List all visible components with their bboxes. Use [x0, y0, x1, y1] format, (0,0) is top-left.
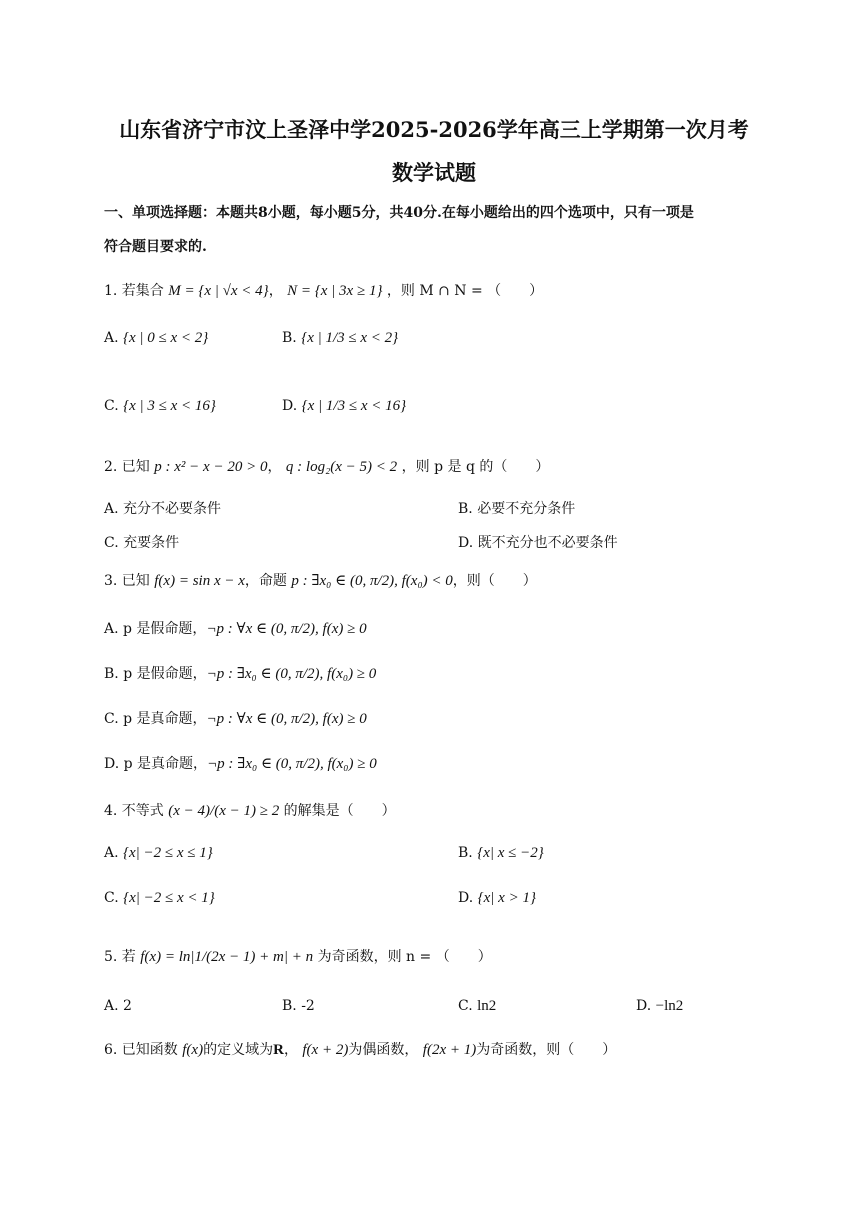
option-text: {x | 1/3 ≤ x < 2}: [301, 330, 399, 346]
option-label: D.: [282, 398, 298, 414]
option-label: A.: [104, 330, 119, 346]
option-label: A.: [104, 501, 119, 517]
option-expression: ¬p : ∃x₀ ∈ (0, π/2), f(x₀) ≥ 0: [206, 666, 377, 682]
option-label: D.: [458, 535, 474, 551]
option-text: 2: [123, 998, 132, 1014]
q5-option-d[interactable]: [636, 998, 683, 1015]
option-text: {x| −2 ≤ x < 1}: [123, 890, 215, 906]
option-prefix: p 是真命题，: [123, 756, 208, 772]
inequality-expression: (x − 4)/(x − 1) ≥ 2: [168, 803, 280, 819]
question-tail: 为奇函数，则 n = （ ）: [317, 949, 492, 965]
p-expression: p : x² − x − 20 > 0: [154, 459, 268, 475]
paper-title: 山东省济宁市汶上圣泽中学2025-2026学年高三上学期第一次月考: [119, 117, 749, 142]
q3-option-a[interactable]: [104, 618, 367, 638]
q2-option-c[interactable]: [104, 532, 179, 552]
text-segment: 的定义域为: [203, 1042, 274, 1058]
option-text: ln2: [477, 998, 497, 1014]
q3-option-d[interactable]: [104, 753, 377, 773]
option-label: D.: [104, 756, 120, 772]
separator: ，: [283, 1042, 298, 1058]
question-tail: 为奇函数，则（ ）: [476, 1042, 617, 1058]
q1-option-a[interactable]: [104, 330, 208, 347]
paper-subtitle: 数学试题: [392, 160, 476, 185]
question-1: [104, 280, 543, 300]
section-heading: 一、单项选择题：本题共8小题，每小题5分，共40分.在每小题给出的四个选项中，只有一项是: [104, 205, 694, 221]
real-numbers-symbol: R: [273, 1042, 284, 1058]
option-label: C.: [104, 535, 119, 551]
option-label: A.: [104, 998, 119, 1014]
option-label: D.: [636, 998, 652, 1014]
q2-option-a[interactable]: [104, 498, 221, 518]
q3-option-b[interactable]: [104, 663, 376, 683]
q4-option-d[interactable]: [458, 890, 536, 907]
option-label: C.: [458, 998, 473, 1014]
option-label: B.: [104, 666, 119, 682]
option-label: B.: [458, 845, 473, 861]
section-heading-cont: 符合题目要求的.: [104, 239, 207, 255]
option-text: 充要条件: [123, 535, 180, 551]
option-text: -2: [301, 998, 315, 1014]
set-n-expression: N = {x | 3x ≥ 1}: [287, 283, 383, 299]
option-text: −ln2: [655, 998, 684, 1014]
option-text: {x | 0 ≤ x < 2}: [123, 330, 209, 346]
question-tail: ，则 M ∩ N = （ ）: [386, 283, 544, 299]
option-label: B.: [282, 998, 297, 1014]
option-text: 必要不充分条件: [477, 501, 576, 517]
q1-option-b[interactable]: [282, 330, 398, 347]
q4-option-a[interactable]: [104, 845, 213, 862]
option-text: {x| x > 1}: [477, 890, 536, 906]
q5-option-c[interactable]: [458, 998, 496, 1015]
q-expression: q : log₂(x − 5) < 2: [285, 459, 398, 475]
question-2: 2. 已知 p : x² − x − 20 > 0， q : log₂(x − 5) < 2 ，则 p 是 q 的（ ）: [104, 459, 550, 475]
q1-option-d[interactable]: [282, 398, 406, 415]
question-5: [104, 946, 492, 966]
question-number: 6. 已知函数: [104, 1042, 178, 1058]
option-text: {x| −2 ≤ x ≤ 1}: [123, 845, 213, 861]
question-number: 5. 若: [104, 949, 136, 965]
option-label: A.: [104, 621, 119, 637]
separator: ，: [268, 283, 283, 299]
question-4: [104, 800, 396, 820]
option-label: B.: [458, 501, 473, 517]
question-number: 4. 不等式: [104, 803, 164, 819]
function-scaled: f(2x + 1): [422, 1042, 477, 1058]
option-prefix: p 是真命题，: [123, 711, 207, 727]
option-text: {x | 3 ≤ x < 16}: [123, 398, 216, 414]
option-prefix: p 是假命题，: [123, 666, 207, 682]
q2-option-b[interactable]: [458, 498, 575, 518]
question-tail: 的解集是（ ）: [283, 803, 396, 819]
option-label: D.: [458, 890, 474, 906]
function-expression: f(x) = ln|1/(2x − 1) + m| + n: [140, 949, 314, 965]
function-shifted: f(x + 2): [302, 1042, 349, 1058]
question-number: 2. 已知: [104, 459, 150, 475]
option-label: B.: [282, 330, 297, 346]
q4-option-c[interactable]: [104, 890, 215, 907]
option-expression: ¬p : ∃x₀ ∈ (0, π/2), f(x₀) ≥ 0: [207, 756, 377, 772]
option-expression: ¬p : ∀x ∈ (0, π/2), f(x) ≥ 0: [206, 711, 367, 727]
q2-option-d[interactable]: [458, 532, 618, 552]
function-f: f(x): [182, 1042, 204, 1058]
q5-option-a[interactable]: [104, 998, 132, 1014]
function-expression: f(x) = sin x − x: [154, 573, 245, 589]
question-tail: ，则（ ）: [452, 573, 537, 589]
question-tail: ，则 p 是 q 的（ ）: [401, 459, 550, 475]
question-number: 3. 已知: [104, 573, 150, 589]
option-label: A.: [104, 845, 119, 861]
option-text: {x | 1/3 ≤ x < 16}: [301, 398, 407, 414]
q4-option-b[interactable]: [458, 845, 544, 862]
text-segment: 为偶函数，: [348, 1042, 419, 1058]
option-prefix: p 是假命题，: [123, 621, 207, 637]
option-text: {x| x ≤ −2}: [477, 845, 544, 861]
option-label: C.: [104, 890, 119, 906]
option-expression: ¬p : ∀x ∈ (0, π/2), f(x) ≥ 0: [206, 621, 367, 637]
question-6: [104, 1039, 616, 1059]
q3-option-c[interactable]: [104, 708, 367, 728]
option-label: C.: [104, 398, 119, 414]
q1-option-c[interactable]: [104, 398, 216, 415]
question-number: 1. 若集合: [104, 283, 164, 299]
option-label: C.: [104, 711, 119, 727]
set-m-expression: M = {x | √x < 4}: [168, 283, 269, 299]
q5-option-b[interactable]: [282, 998, 315, 1014]
option-text: 既不充分也不必要条件: [477, 535, 618, 551]
question-mid: ，命题: [244, 573, 287, 589]
question-3: [104, 570, 537, 590]
option-text: 充分不必要条件: [123, 501, 222, 517]
proposition-p: p : ∃x₀ ∈ (0, π/2), f(x₀) < 0: [291, 573, 453, 589]
